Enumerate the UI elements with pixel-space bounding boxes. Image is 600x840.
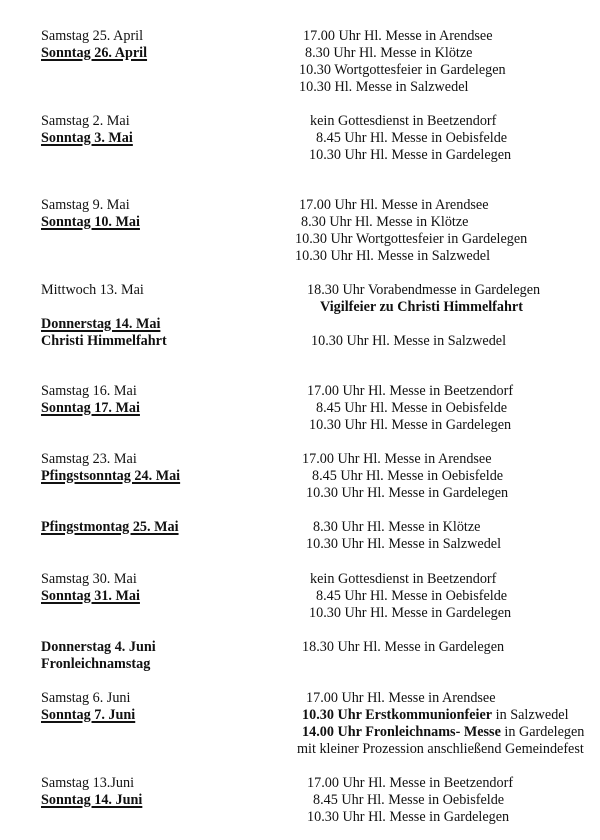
service-line: 17.00 Uhr Hl. Messe in Arendsee bbox=[302, 451, 492, 467]
day-label-sunday: Sonntag 3. Mai bbox=[41, 130, 133, 146]
day-label: Samstag 13.Juni bbox=[41, 775, 135, 791]
service-line: 10.30 Uhr Hl. Messe in Salzwedel bbox=[295, 248, 491, 264]
service-line: 10.30 Uhr Hl. Messe in Gardelegen bbox=[309, 605, 512, 621]
service-highlight: 14.00 Uhr Fronleichnams- Messe bbox=[302, 724, 501, 740]
day-label: Mittwoch 13. Mai bbox=[41, 282, 144, 298]
day-label: Samstag 6. Juni bbox=[41, 690, 131, 706]
service-line: 10.30 Uhr Wortgottesfeier in Gardelegen bbox=[295, 231, 528, 247]
service-line: 10.30 Wortgottesfeier in Gardelegen bbox=[299, 62, 506, 78]
service-line: kein Gottesdienst in Beetzendorf bbox=[310, 571, 497, 587]
service-note: Vigilfeier zu Christi Himmelfahrt bbox=[320, 299, 523, 315]
day-label-holiday: Donnerstag 4. Juni bbox=[41, 639, 156, 655]
service-line: 8.45 Uhr Hl. Messe in Oebisfelde bbox=[313, 792, 505, 808]
service-line: 17.00 Uhr Hl. Messe in Beetzendorf bbox=[307, 775, 514, 791]
service-line: 8.45 Uhr Hl. Messe in Oebisfelde bbox=[312, 468, 504, 484]
service-line: 10.30 Uhr Hl. Messe in Salzwedel bbox=[306, 536, 502, 552]
service-line: 10.30 Uhr Hl. Messe in Gardelegen bbox=[309, 417, 512, 433]
service-line: kein Gottesdienst in Beetzendorf bbox=[310, 113, 497, 129]
service-line: 10.30 Uhr Hl. Messe in Salzwedel bbox=[311, 333, 507, 349]
feast-name: Fronleichnamstag bbox=[41, 656, 151, 672]
service-location: in Gardelegen bbox=[500, 724, 585, 740]
day-label-sunday: Pfingstsonntag 24. Mai bbox=[41, 468, 181, 484]
service-line: 8.30 Uhr Hl. Messe in Klötze bbox=[313, 519, 481, 535]
day-label-sunday: Sonntag 31. Mai bbox=[41, 588, 140, 604]
service-line: 8.45 Uhr Hl. Messe in Oebisfelde bbox=[316, 130, 508, 146]
service-line: 8.30 Uhr Hl. Messe in Klötze bbox=[305, 45, 473, 61]
feast-name: Christi Himmelfahrt bbox=[41, 333, 167, 349]
day-label-sunday: Sonntag 10. Mai bbox=[41, 214, 140, 230]
day-label: Samstag 2. Mai bbox=[41, 113, 130, 129]
day-label-sunday: Sonntag 7. Juni bbox=[41, 707, 136, 723]
service-line: 18.30 Uhr Hl. Messe in Gardelegen bbox=[302, 639, 505, 655]
service-location: in Salzwedel bbox=[492, 707, 569, 723]
service-line: 10.30 Uhr Hl. Messe in Gardelegen bbox=[306, 485, 509, 501]
day-label-sunday: Sonntag 26. April bbox=[41, 45, 148, 61]
service-line-highlight bbox=[302, 707, 569, 724]
service-line: 10.30 Uhr Hl. Messe in Gardelegen bbox=[307, 809, 510, 825]
service-line: 8.30 Uhr Hl. Messe in Klötze bbox=[301, 214, 469, 230]
day-label: Samstag 9. Mai bbox=[41, 197, 130, 213]
service-highlight: 10.30 Uhr Erstkommunionfeier bbox=[302, 707, 493, 723]
day-label: Samstag 16. Mai bbox=[41, 383, 137, 399]
day-label-sunday: Sonntag 14. Juni bbox=[41, 792, 143, 808]
day-label: Samstag 23. Mai bbox=[41, 451, 137, 467]
day-label-sunday: Sonntag 17. Mai bbox=[41, 400, 140, 416]
service-line-highlight bbox=[302, 724, 584, 741]
service-line: 8.45 Uhr Hl. Messe in Oebisfelde bbox=[316, 588, 508, 604]
service-line: 10.30 Hl. Messe in Salzwedel bbox=[299, 79, 469, 95]
service-line: 17.00 Uhr Hl. Messe in Arendsee bbox=[303, 28, 493, 44]
service-line: 17.00 Uhr Hl. Messe in Arendsee bbox=[306, 690, 496, 706]
service-note: mit kleiner Prozession anschließend Gemeindefest bbox=[297, 741, 584, 757]
day-label-holiday: Pfingstmontag 25. Mai bbox=[41, 519, 179, 535]
service-line: 18.30 Uhr Vorabendmesse in Gardelegen bbox=[307, 282, 541, 298]
service-line: 17.00 Uhr Hl. Messe in Beetzendorf bbox=[307, 383, 514, 399]
day-label: Samstag 30. Mai bbox=[41, 571, 137, 587]
day-label-holiday: Donnerstag 14. Mai bbox=[41, 316, 161, 332]
service-line: 10.30 Uhr Hl. Messe in Gardelegen bbox=[309, 147, 512, 163]
service-line: 17.00 Uhr Hl. Messe in Arendsee bbox=[299, 197, 489, 213]
day-label: Samstag 25. April bbox=[41, 28, 144, 44]
service-line: 8.45 Uhr Hl. Messe in Oebisfelde bbox=[316, 400, 508, 416]
